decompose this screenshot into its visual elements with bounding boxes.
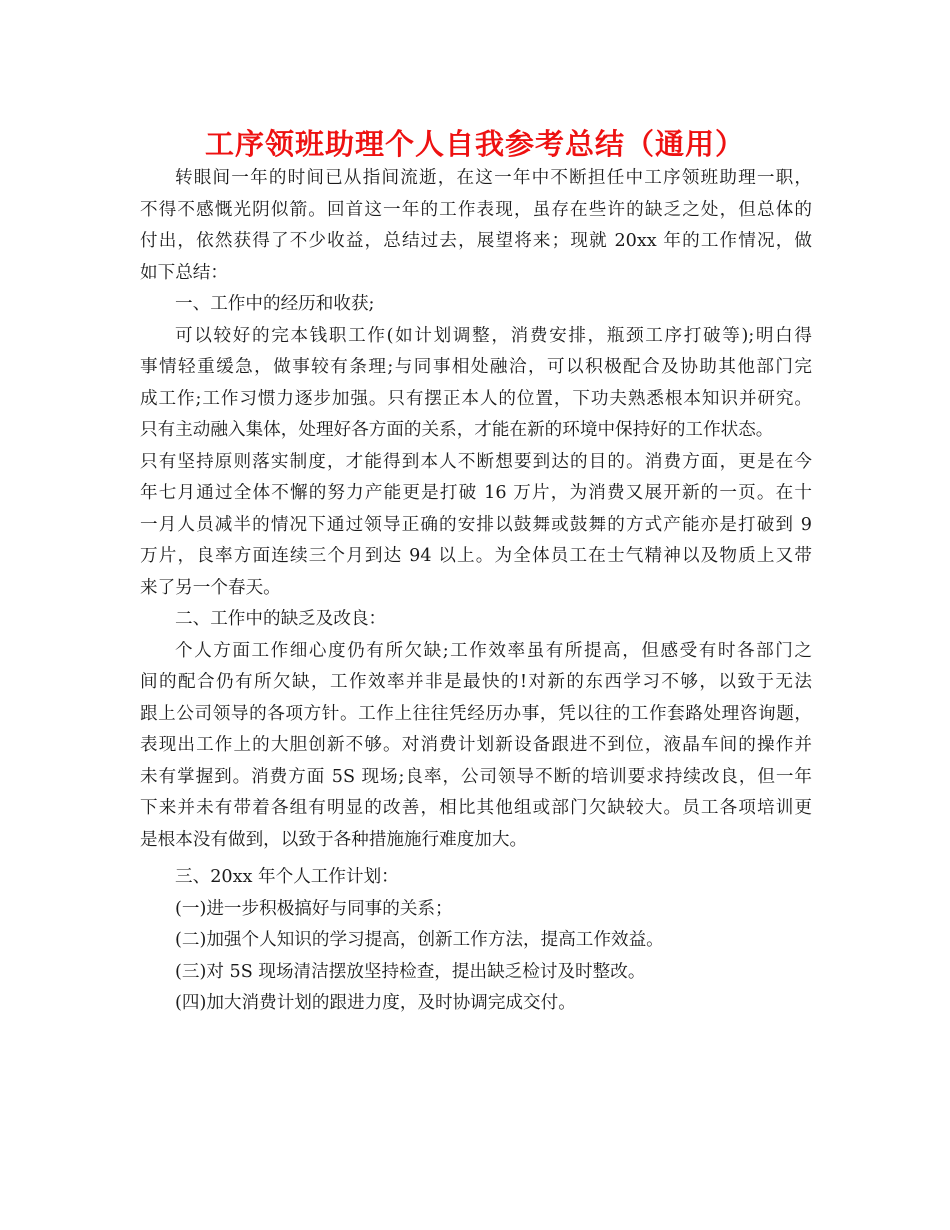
text-line: (四)加大消费计划的跟进力度，及时协调完成交付。 [175, 993, 576, 1013]
text-line: 三、20xx 年个人工作计划： [175, 867, 399, 887]
text-line: 转眼间一年的时间已从指间流逝，在这一年中不断担任中工序领班助理一职， [175, 168, 812, 188]
text-line: (二)加强个人知识的学习提高，创新工作方法，提高工作效益。 [175, 930, 664, 950]
text-line: 未有掌握到。消费方面 5S 现场;良率，公司领导不断的培训要求持续改良，但一年 [140, 766, 812, 787]
text-line: 个人方面工作细心度仍有所欠缺;工作效率虽有所提高，但感受有时各部门之 [175, 640, 812, 661]
document-title: 工序领班助理个人自我参考总结（通用） [204, 127, 745, 161]
document-body [140, 163, 812, 1020]
text-line: 表现出工作上的大胆创新不够。对消费计划新设备跟进不到位，液晶车间的操作并 [140, 735, 812, 755]
text-line: 一月人员减半的情况下通过领导正确的安排以鼓舞或鼓舞的方式产能亦是打破到 9 [140, 514, 812, 535]
text-line: 是根本没有做到，以致于各种措施施行难度加大。 [140, 829, 528, 850]
text-line: 万片，良率方面连续三个月到达 94 以上。为全体员工在士气精神以及物质上又带 [140, 546, 812, 566]
text-line: 年七月通过全体不懈的努力产能更是打破 16 万片，为消费又展开新的一页。在十 [140, 483, 812, 503]
text-line: 下来并未有带着各组有明显的改善，相比其他组或部门欠缺较大。员工各项培训更 [140, 798, 812, 818]
text-line: 不得不感慨光阴似箭。回首这一年的工作表现，虽存在些许的缺乏之处，但总体的 [140, 199, 812, 220]
text-line: 只有坚持原则落实制度，才能得到本人不断想要到达的目的。消费方面，更是在今 [140, 451, 812, 472]
text-line: 跟上公司领导的各项方针。工作上往往凭经历办事，凭以往的工作套路处理咨询题， [140, 703, 812, 724]
text-line: 成工作;工作习惯力逐步加强。只有摆正本人的位置，下功夫熟悉根本知识并研究。 [140, 388, 812, 409]
text-line: 一、工作中的经历和收获; [175, 294, 375, 314]
text-line: 间的配合仍有所欠缺，工作效率并非是最快的!对新的东西学习不够，以致于无法 [140, 672, 812, 692]
text-line: 只有主动融入集体，处理好各方面的关系，才能在新的环境中保持好的工作状态。 [140, 420, 774, 440]
text-line: 事情轻重缓急，做事较有条理;与同事相处融洽，可以积极配合及协助其他部门完 [140, 357, 812, 377]
text-line: 二、工作中的缺乏及改良： [175, 609, 387, 629]
text-line: 付出，依然获得了不少收益，总结过去，展望将来；现就 20xx 年的工作情况，做 [140, 231, 812, 251]
text-line: (三)对 5S 现场清洁摆放坚持检查，提出缺乏检讨及时整改。 [175, 961, 646, 982]
text-line: (一)进一步积极搞好与同事的关系； [175, 898, 453, 919]
text-line: 如下总结： [140, 262, 228, 283]
text-line: 来了另一个春天。 [140, 577, 281, 598]
text-line: 可以较好的完本钱职工作(如计划调整，消费安排，瓶颈工序打破等);明白得 [175, 325, 812, 346]
